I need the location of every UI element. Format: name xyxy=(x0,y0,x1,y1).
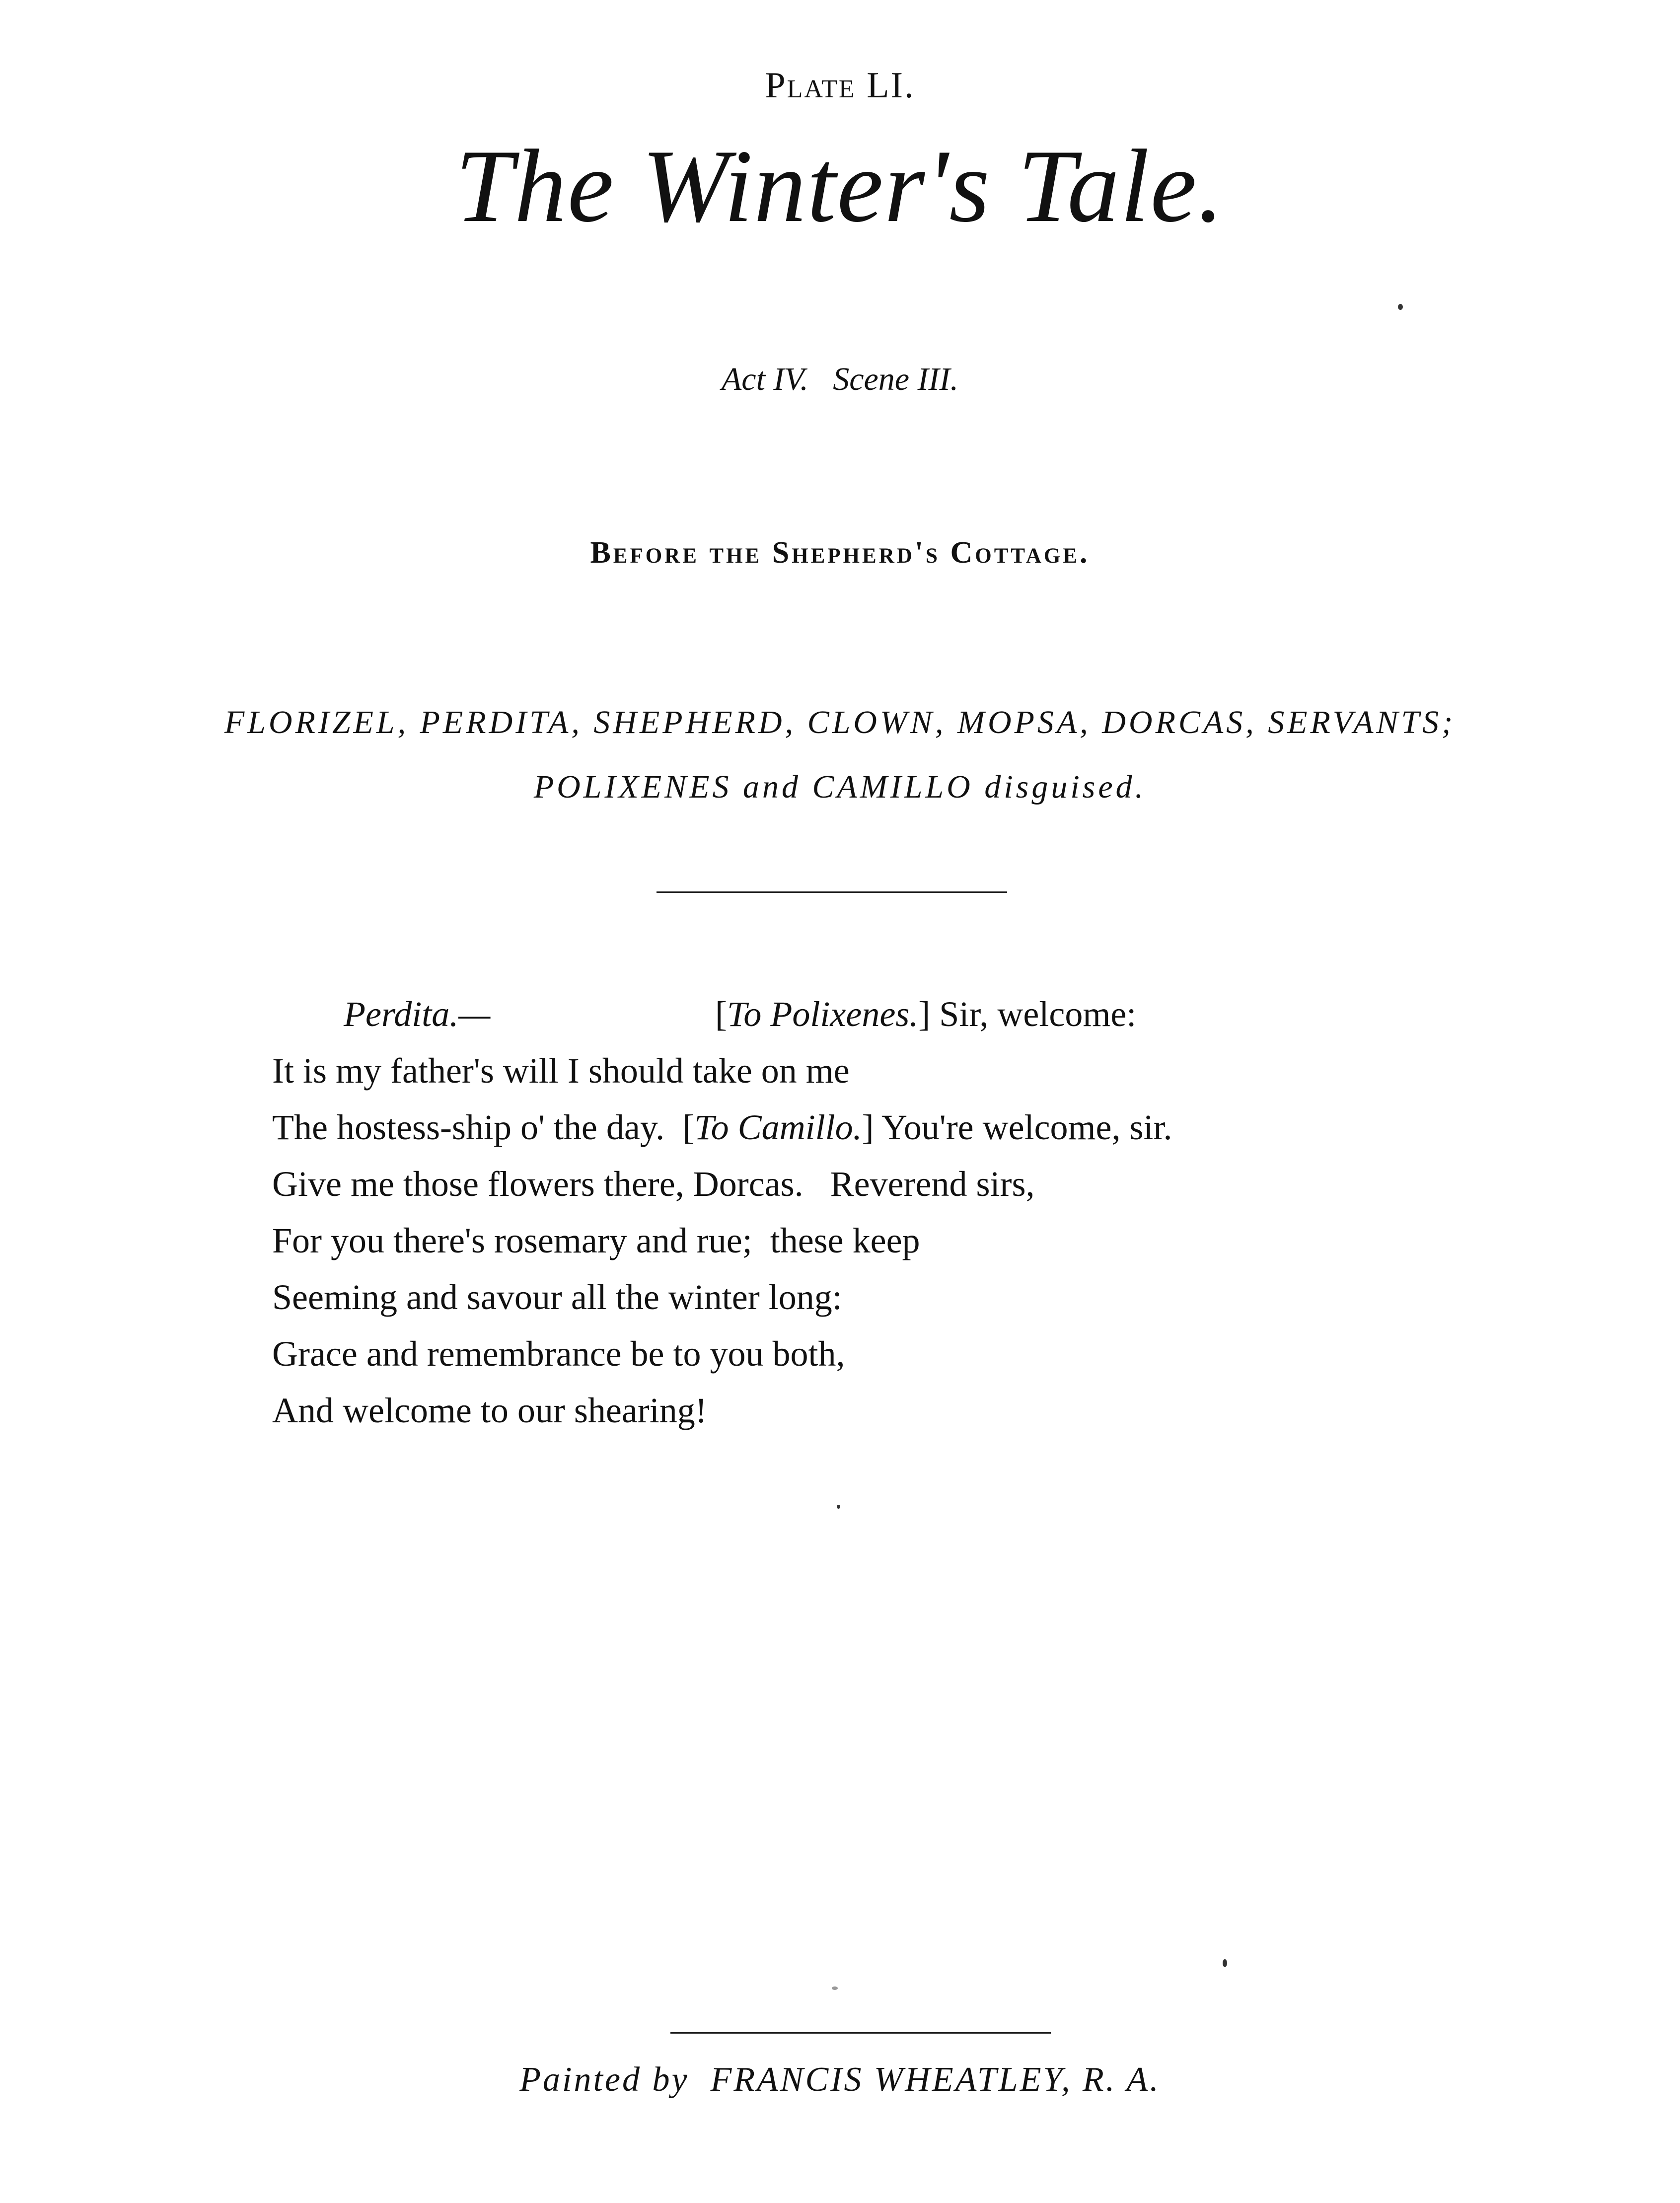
speech-line-8: And welcome to our shearing! xyxy=(272,1391,707,1430)
speech-line-4: Give me those flowers there, Dorcas. Reverend sirs, xyxy=(272,1164,1035,1204)
speech-line-1: [To Polixenes.] Sir, welcome: xyxy=(715,994,1137,1034)
paper-speck xyxy=(832,1986,838,1990)
paper-speck xyxy=(837,1505,840,1509)
stage-direction: To Camillo. xyxy=(694,1107,862,1147)
paper-speck xyxy=(1223,1959,1227,1967)
character-list xyxy=(0,690,1680,819)
character-list-line-1: FLORIZEL, PERDITA, SHEPHERD, CLOWN, MOPSA, DORCAS, SERVANTS; xyxy=(224,704,1456,740)
stage-direction: To Polixenes. xyxy=(727,994,919,1034)
character-note: disguised. xyxy=(984,769,1147,805)
speech-text: You're welcome, sir. xyxy=(881,1107,1172,1147)
speech-line-3: The hostess-ship o' the day. [To Camillo.] You're welcome, sir. xyxy=(272,1107,1172,1147)
speech-line-5: For you there's rosemary and rue; these keep xyxy=(272,1221,920,1260)
speech-line-2: It is my father's will I should take on me xyxy=(272,1051,850,1091)
speech-line-6: Seeming and savour all the winter long: xyxy=(272,1277,842,1317)
artist-name: FRANCIS WHEATLEY, R. A. xyxy=(710,2060,1161,2099)
speech-text: Sir, welcome: xyxy=(939,994,1137,1034)
divider-rule xyxy=(670,2032,1051,2034)
character-name: CAMILLO xyxy=(812,769,973,805)
paper-speck xyxy=(1398,304,1403,310)
plate-number: Plate LI. xyxy=(765,65,915,106)
speech-line-7: Grace and remembrance be to you both, xyxy=(272,1334,845,1374)
act-scene: Act IV. Scene III. xyxy=(721,361,959,397)
scene-setting: Before the Shepherd's Cottage. xyxy=(590,536,1090,570)
character-list-line-2 xyxy=(0,755,1680,819)
painter-credit xyxy=(0,2060,1680,2100)
divider-rule xyxy=(657,891,1007,893)
credit-prefix: Painted by xyxy=(519,2060,689,2099)
character-name: POLIXENES xyxy=(533,769,732,805)
speech-block xyxy=(272,986,1464,1439)
speaker-name: Perdita.— xyxy=(344,994,491,1034)
character-conjunction: and xyxy=(742,769,801,805)
speech-text: The hostess-ship o' the day. xyxy=(272,1107,665,1147)
play-title: The Winter's Tale. xyxy=(455,129,1225,244)
